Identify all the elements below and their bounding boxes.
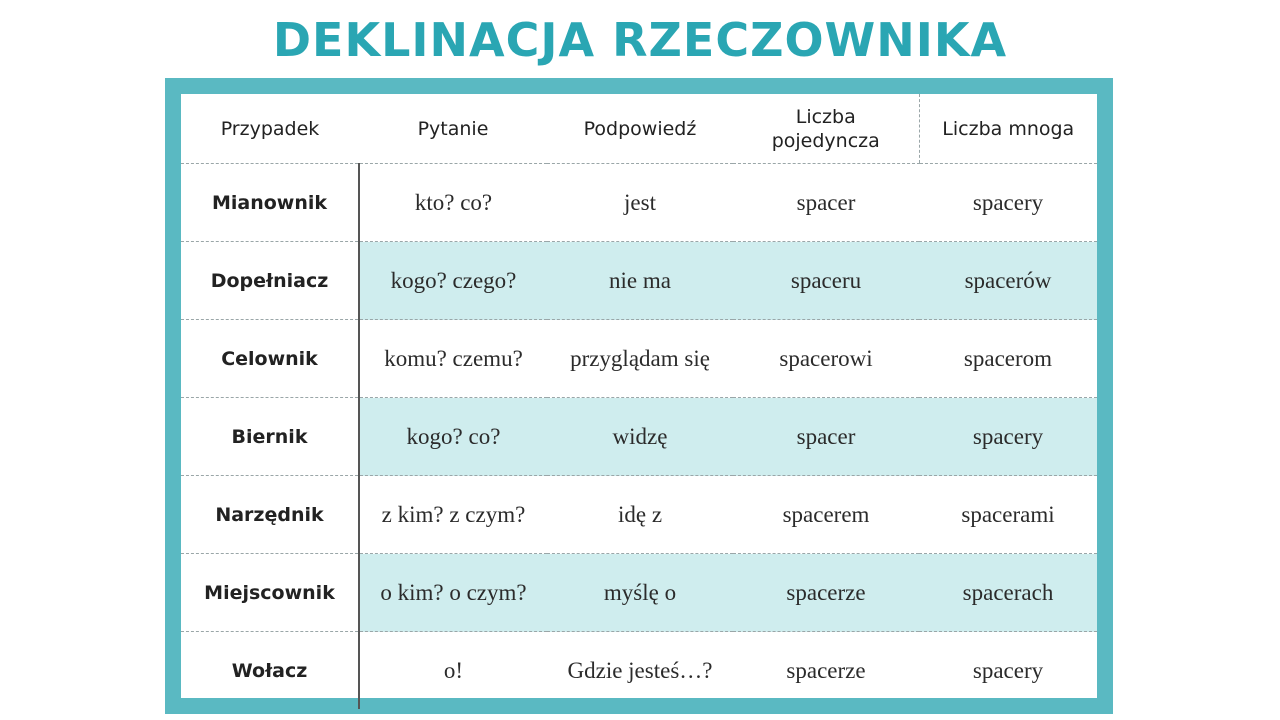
plural-cell: spacery [919, 398, 1097, 476]
header-plural: Liczba mnoga [919, 94, 1097, 164]
singular-cell: spacerowi [733, 320, 919, 398]
singular-cell: spacerze [786, 657, 866, 683]
table-row [181, 164, 1097, 242]
plural-cell: spacerów [919, 242, 1097, 320]
hint-cell: idę z [547, 476, 733, 554]
plural-cell: spacery [919, 164, 1097, 242]
table-row [181, 476, 1097, 554]
plural-cell: spacerach [919, 554, 1097, 632]
header-question: Pytanie [359, 94, 547, 164]
table-row [181, 320, 1097, 398]
question-cell: komu? czemu? [359, 320, 547, 398]
hint-cell: widzę [547, 398, 733, 476]
declension-table [181, 94, 1097, 709]
header-singular: Liczba pojedyncza [733, 94, 919, 164]
case-name: Dopełniacz [181, 242, 359, 320]
hint-cell: myślę o [547, 554, 733, 632]
table-row [181, 398, 1097, 476]
table-row [181, 242, 1097, 320]
hint-cell: jest [547, 164, 733, 242]
table-row [181, 554, 1097, 632]
plural-cell: spacery [972, 657, 1044, 683]
singular-cell: spacerze [733, 554, 919, 632]
table-row [181, 632, 1097, 710]
case-name: Celownik [181, 320, 359, 398]
header-hint: Podpowiedź [547, 94, 733, 164]
hint-cell: przyglądam się [547, 320, 733, 398]
question-cell: kogo? czego? [359, 242, 547, 320]
hint-cell: Gdzie jesteś…? [567, 657, 713, 683]
table-header-row [181, 94, 1097, 164]
declension-table-frame [165, 78, 1113, 714]
case-name: Mianownik [181, 164, 359, 242]
case-name: Biernik [181, 398, 359, 476]
case-name: Miejscownik [181, 554, 359, 632]
question-cell: kogo? co? [359, 398, 547, 476]
singular-cell: spacer [733, 398, 919, 476]
question-cell: o kim? o czym? [359, 554, 547, 632]
hint-cell: nie ma [547, 242, 733, 320]
question-cell: o! [443, 657, 464, 683]
question-cell: kto? co? [359, 164, 547, 242]
singular-cell: spaceru [733, 242, 919, 320]
plural-cell: spacerami [919, 476, 1097, 554]
singular-cell: spacer [733, 164, 919, 242]
question-cell: z kim? z czym? [359, 476, 547, 554]
plural-cell: spacerom [919, 320, 1097, 398]
case-name: Narzędnik [181, 476, 359, 554]
singular-cell: spacerem [733, 476, 919, 554]
header-case: Przypadek [181, 94, 359, 164]
page-title: DEKLINACJA RZECZOWNIKA [272, 13, 1008, 67]
case-name: Wołacz [181, 632, 359, 710]
